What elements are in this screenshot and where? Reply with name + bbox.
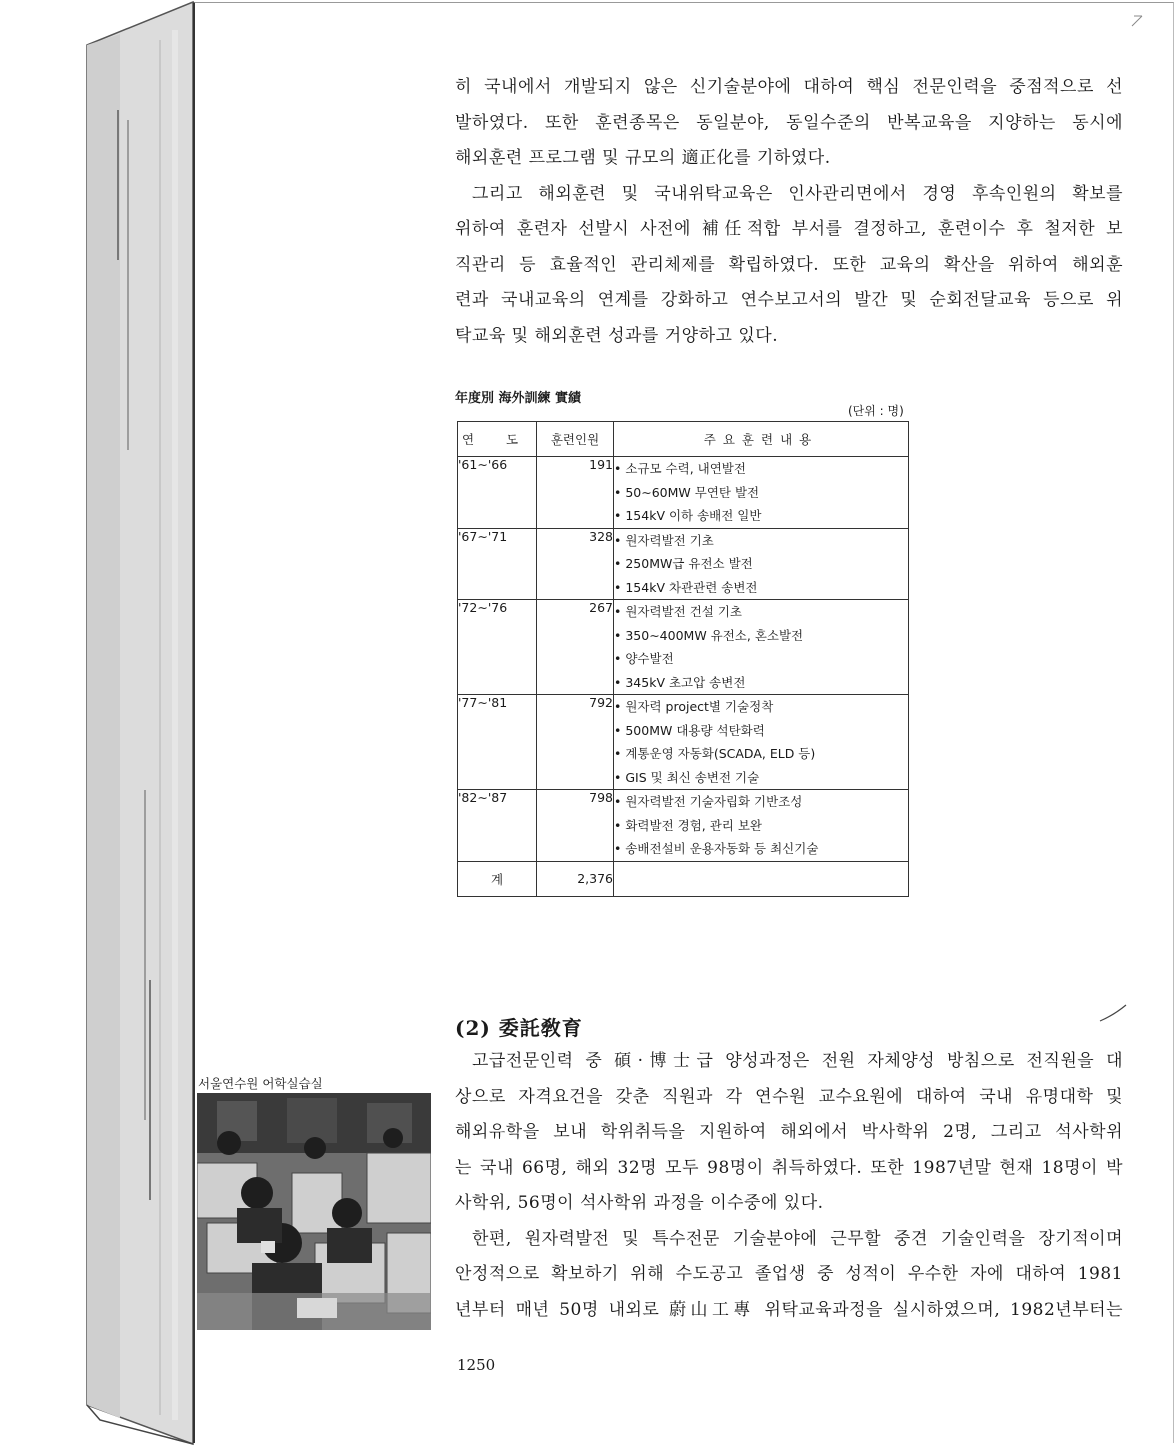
book-page-edge [0, 0, 200, 1446]
content-item: • 계통운영 자동화(SCADA, ELD 등) [614, 746, 816, 761]
content-item: • 원자력발전 기술자립화 기반조성 [614, 794, 803, 809]
count-cell: 798 [537, 790, 614, 862]
total-label: 계 [458, 861, 537, 896]
text-line: 는 국내 66명, 해외 32명 모두 98명이 취득하였다. 또한 1987년말 현재 18명이 박 [455, 1157, 1123, 1178]
text-line: 위하여 훈련자 선발시 사전에 補任적합 부서를 결정하고, 훈련이수 후 철저한 보 [455, 219, 1123, 239]
text-line: 직관리 등 효율적인 관리체제를 확립하였다. 또한 교육의 확산을 위하여 해외훈 [455, 254, 1123, 275]
training-table [457, 421, 909, 897]
count-cell: 328 [537, 528, 614, 600]
table-row [458, 528, 909, 600]
table-unit: (단위 : 명) [848, 404, 904, 418]
content-item: • GIS 및 최신 송변전 기술 [614, 769, 760, 785]
section-heading: (2) 委託敎育 [455, 1016, 583, 1040]
table-header-row [458, 422, 909, 457]
text-line: 발하였다. 또한 훈련종목은 동일분야, 동일수준의 반복교육을 지양하는 동시에 [455, 112, 1123, 133]
content-item: • 화력발전 경험, 관리 보완 [614, 817, 762, 833]
content-cell [614, 695, 909, 790]
content-cell [614, 600, 909, 695]
text-line: 사학위, 56명이 석사학위 과정을 이수중에 있다. [455, 1193, 824, 1213]
text-line: 고급전문인력 중 碩·博士급 양성과정은 전원 자체양성 방침으로 전직원을 대 [472, 1051, 1123, 1071]
header-year: 연 도 [458, 422, 537, 457]
header-content: 주요훈련내용 [614, 422, 909, 457]
text-line: 련과 국내교육의 연계를 강화하고 연수보고서의 발간 및 순회전달교육 등으로 위 [455, 290, 1123, 310]
count-cell: 267 [537, 600, 614, 695]
content-item: • 양수발전 [614, 651, 674, 666]
corner-mark [1130, 14, 1144, 28]
count-cell: 792 [537, 695, 614, 790]
year-cell: '77∼'81 [458, 695, 537, 790]
table-row [458, 600, 909, 695]
text-line: 한편, 원자력발전 및 특수전문 기술분야에 근무할 중견 기술인력을 장기적이며 [472, 1228, 1123, 1249]
content-item: • 250MW급 유전소 발전 [614, 556, 753, 571]
text-line: 탁교육 및 해외훈련 성과를 거양하고 있다. [455, 325, 779, 346]
text-line: 해외유학을 보내 학위취득을 지원하여 해외에서 박사학위 2명, 그리고 석사학위 [455, 1122, 1123, 1142]
content-cell [614, 790, 909, 862]
content-item: • 원자력발전 건설 기초 [614, 604, 742, 619]
table-title: 年度別 海外訓練 實績 [455, 391, 582, 406]
content-item: • 송배전설비 운용자동화 등 최신기술 [614, 841, 819, 856]
content-item: • 원자력 project별 기술정착 [614, 699, 774, 714]
count-cell: 191 [537, 457, 614, 529]
content-item: • 345kV 초고압 송변전 [614, 674, 746, 690]
year-cell: '61∼'66 [458, 457, 537, 529]
photo-caption: 서울연수원 어학실습실 [198, 1076, 323, 1091]
content-item: • 154kV 이하 송배전 일반 [614, 508, 762, 523]
content-item: • 소규모 수력, 내연발전 [614, 461, 746, 476]
text-line: 상으로 자격요건을 갖춘 직원과 각 연수원 교수요원에 대하여 국내 유명대학 및 [455, 1086, 1123, 1107]
pen-mark [1098, 1003, 1128, 1023]
intro-text [455, 70, 1123, 354]
section-text [455, 1044, 1123, 1328]
year-cell: '82∼'87 [458, 790, 537, 862]
content-item: • 500MW 대용량 석탄화력 [614, 722, 765, 738]
language-lab-photo [197, 1093, 431, 1330]
text-line: 히 국내에서 개발되지 않은 신기술분야에 대하여 핵심 전문인력을 중점적으로 선 [455, 77, 1123, 97]
text-line: 년부터 매년 50명 내외로 蔚山工專 위탁교육과정을 실시하였으며, 1982년부터는 [455, 1299, 1123, 1320]
content-item: • 원자력발전 기초 [614, 532, 714, 548]
total-content-cell [614, 861, 909, 896]
content-cell [614, 528, 909, 600]
content-cell [614, 457, 909, 529]
table-row [458, 695, 909, 790]
total-row [458, 861, 909, 896]
text-line: 안정적으로 확보하기 위해 수도공고 졸업생 중 성적이 우수한 자에 대하여 1981 [455, 1264, 1123, 1284]
table-row [458, 790, 909, 862]
year-cell: '72∼'76 [458, 600, 537, 695]
text-line: 해외훈련 프로그램 및 규모의 適正化를 기하였다. [455, 148, 831, 168]
content-item: • 50∼60MW 무연탄 발전 [614, 484, 760, 500]
text-line: 그리고 해외훈련 및 국내위탁교육은 인사관리면에서 경영 후속인원의 확보를 [472, 183, 1123, 204]
content-item: • 350∼400MW 유전소, 혼소발전 [614, 627, 804, 643]
page-number: 1250 [457, 1356, 496, 1374]
table-row [458, 457, 909, 529]
total-count: 2,376 [537, 861, 614, 896]
header-count: 훈련인원 [537, 422, 614, 457]
content-item: • 154kV 차관관련 송변전 [614, 579, 758, 595]
year-cell: '67∼'71 [458, 528, 537, 600]
